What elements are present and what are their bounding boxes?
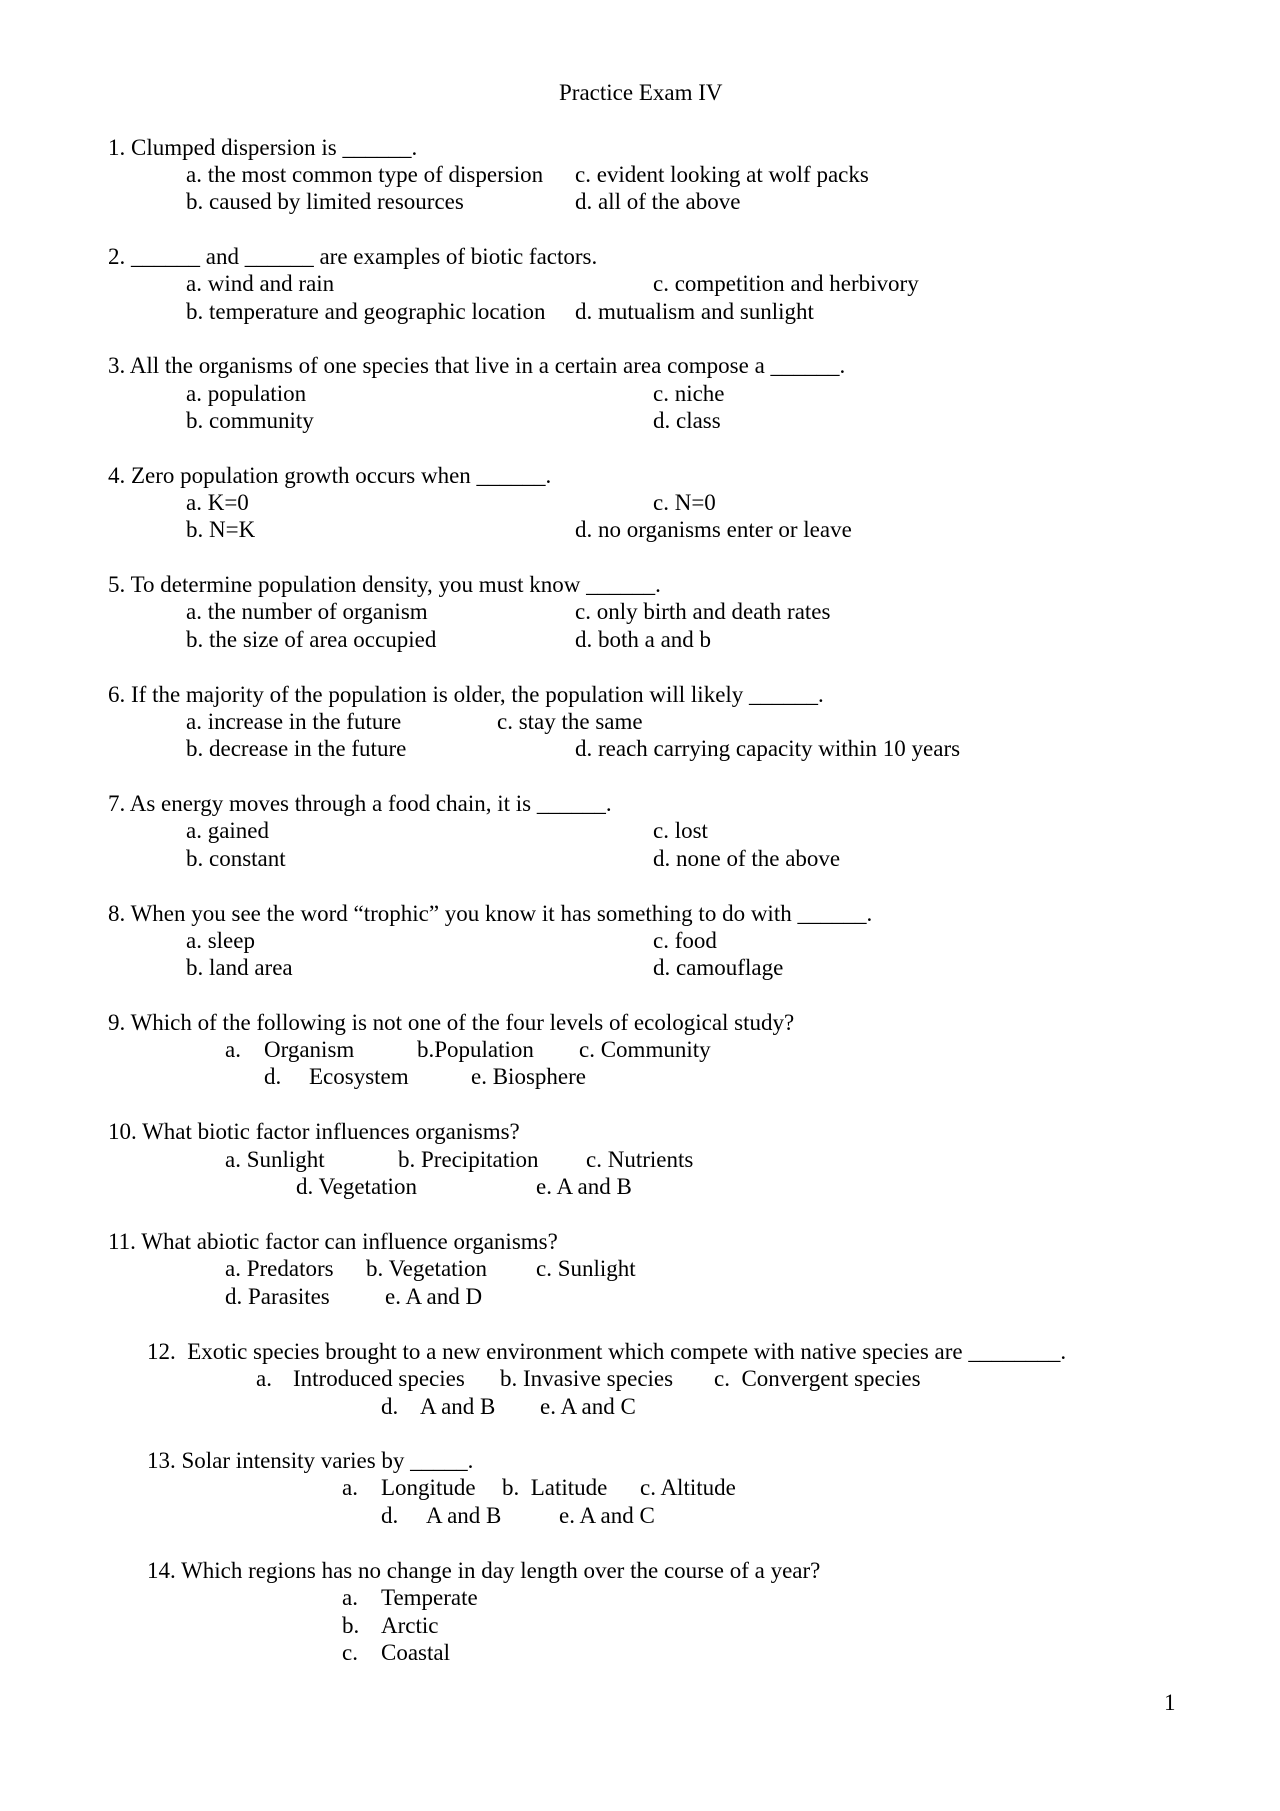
option-13a-letter: a. [342,1475,358,1500]
option-10a: a. Sunlight [225,1147,325,1172]
option-8c: c. food [653,928,717,953]
option-12d-letter: d. [381,1394,399,1419]
option-5d: d. both a and b [575,627,712,652]
option-9a: Organism [264,1037,355,1062]
option-10c: c. Nutrients [586,1147,694,1172]
option-13d-letter: d. [381,1503,399,1528]
option-11d: d. Parasites [225,1284,330,1309]
option-13c: c. Altitude [640,1475,736,1500]
question-5: 5. To determine population density, you must know ______. [108,572,661,597]
option-3a: a. population [186,381,307,406]
option-2c: c. competition and herbivory [653,271,919,296]
option-5c: c. only birth and death rates [575,599,831,624]
question-3: 3. All the organisms of one species that live in a certain area compose a ______. [108,353,846,378]
option-9c: c. Community [579,1037,711,1062]
option-13b: b. Latitude [502,1475,608,1500]
option-4c: c. N=0 [653,490,716,515]
question-13: 13. Solar intensity varies by _____. [147,1448,474,1473]
option-10e: e. A and B [536,1174,632,1199]
question-8: 8. When you see the word “trophic” you know it has something to do with ______. [108,901,873,926]
question-7: 7. As energy moves through a food chain, it is ______. [108,791,612,816]
option-6c: c. stay the same [497,709,643,734]
option-4a: a. K=0 [186,490,249,515]
option-14b-letter: b. [342,1613,360,1638]
option-6b: b. decrease in the future [186,736,407,761]
option-12d: A and B [420,1394,496,1419]
option-14c: Coastal [381,1640,450,1665]
option-8d: d. camouflage [653,955,784,980]
option-12e: e. A and C [540,1394,636,1419]
option-8a: a. sleep [186,928,255,953]
question-9: 9. Which of the following is not one of the four levels of ecological study? [108,1010,795,1035]
question-14: 14. Which regions has no change in day length over the course of a year? [147,1558,821,1583]
option-6a: a. increase in the future [186,709,402,734]
option-7c: c. lost [653,818,708,843]
option-11e: e. A and D [385,1284,483,1309]
option-11b: b. Vegetation [366,1256,487,1281]
option-14a: Temperate [381,1585,478,1610]
option-13d: A and B [426,1503,502,1528]
option-5a: a. the number of organism [186,599,428,624]
option-13e: e. A and C [559,1503,655,1528]
option-9b: b.Population [417,1037,534,1062]
option-9d-letter: d. [264,1064,282,1089]
option-11a: a. Predators [225,1256,334,1281]
option-1c: c. evident looking at wolf packs [575,162,869,187]
option-6d: d. reach carrying capacity within 10 years [575,736,961,761]
page-number: 1 [1164,1690,1176,1715]
option-5b: b. the size of area occupied [186,627,437,652]
option-8b: b. land area [186,955,293,980]
option-1a: a. the most common type of dispersion [186,162,544,187]
question-4: 4. Zero population growth occurs when ______. [108,463,552,488]
option-12a-letter: a. [256,1366,272,1391]
option-1b: b. caused by limited resources [186,189,464,214]
question-1: 1. Clumped dispersion is ______. [108,135,418,160]
option-2b: b. temperature and geographic location [186,299,546,324]
option-3d: d. class [653,408,721,433]
option-11c: c. Sunlight [536,1256,636,1281]
option-1d: d. all of the above [575,189,741,214]
option-13a: Longitude [381,1475,476,1500]
option-9d: Ecosystem [309,1064,409,1089]
option-7a: a. gained [186,818,270,843]
option-2d: d. mutualism and sunlight [575,299,814,324]
option-7b: b. constant [186,846,286,871]
option-14b: Arctic [381,1613,439,1638]
question-12: 12. Exotic species brought to a new environment which compete with native species are ________. [147,1339,1067,1364]
option-3b: b. community [186,408,314,433]
question-2: 2. ______ and ______ are examples of biotic factors. [108,244,598,269]
option-9a-letter: a. [225,1037,241,1062]
option-12c: c. Convergent species [714,1366,921,1391]
question-10: 10. What biotic factor influences organisms? [108,1119,520,1144]
option-10d: d. Vegetation [296,1174,417,1199]
option-3c: c. niche [653,381,725,406]
option-10b: b. Precipitation [398,1147,539,1172]
option-4d: d. no organisms enter or leave [575,517,852,542]
option-4b: b. N=K [186,517,256,542]
option-9e: e. Biosphere [471,1064,586,1089]
question-6: 6. If the majority of the population is older, the population will likely ______. [108,682,824,707]
option-7d: d. none of the above [653,846,841,871]
option-14c-letter: c. [342,1640,358,1665]
option-14a-letter: a. [342,1585,358,1610]
option-2a: a. wind and rain [186,271,335,296]
page-title: Practice Exam IV [559,80,723,105]
option-12b: b. Invasive species [500,1366,674,1391]
option-12a: Introduced species [293,1366,465,1391]
question-11: 11. What abiotic factor can influence organisms? [108,1229,558,1254]
